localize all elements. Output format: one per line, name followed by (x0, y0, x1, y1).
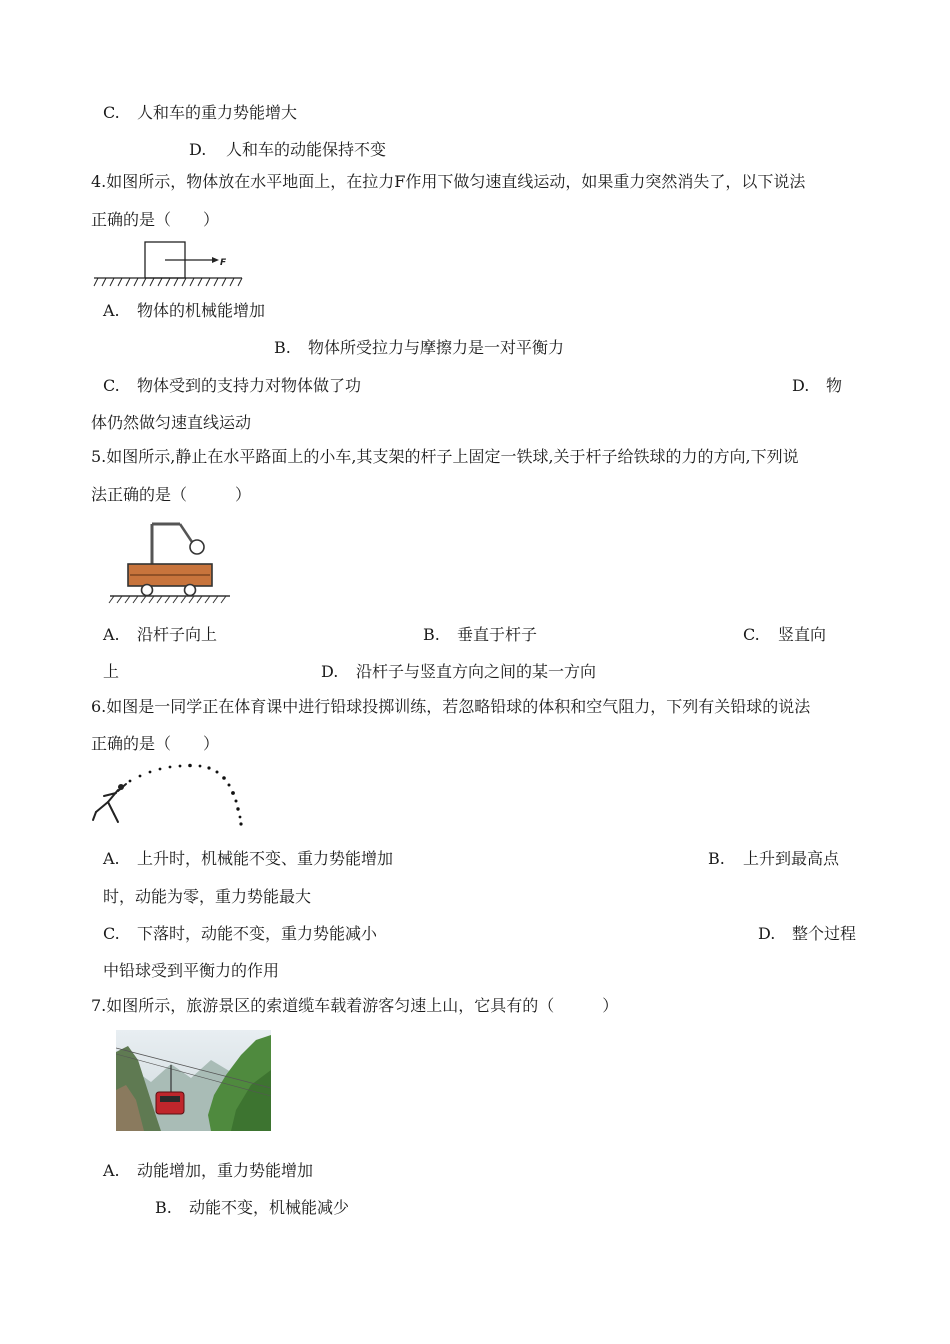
q6-opt-a-letter: A. (103, 849, 120, 868)
q4-stem-line2: 正确的是（ ） (91, 210, 220, 229)
q6-opt-c-text: 下落时，动能不变，重力势能减小 (137, 924, 378, 943)
q6-opt-b-text-part1: 上升到最高点 (743, 849, 840, 868)
cart-wheel-left (142, 585, 153, 596)
q7-opt-b-text: 动能不变，机械能减少 (189, 1198, 350, 1217)
q3-opt-d-text: 人和车的动能保持不变 (226, 140, 387, 159)
q7-opt-b-letter: B. (155, 1198, 172, 1217)
q6-opt-c-letter: C. (103, 924, 120, 943)
q4-opt-c-text: 物体受到的支持力对物体做了功 (137, 376, 362, 395)
road-hatching (109, 596, 226, 603)
q4-opt-c-letter: C. (103, 376, 120, 395)
q6-stem-line2: 正确的是（ ） (91, 734, 220, 753)
cable-car-window (160, 1096, 180, 1102)
q4-opt-a-letter: A. (103, 301, 120, 320)
q5-stem-line2: 法正确的是（ ） (91, 485, 252, 504)
q4-opt-a-text: 物体的机械能增加 (137, 301, 266, 320)
q6-figure-shot-put-trajectory (90, 762, 246, 828)
q4-opt-b-letter: B. (274, 338, 291, 357)
cart-wheel-right (185, 585, 196, 596)
q7-opt-a-text: 动能增加，重力势能增加 (137, 1161, 314, 1180)
q3-opt-c-text: 人和车的重力势能增大 (137, 103, 298, 122)
q4-opt-d-text-part1: 物 (826, 376, 843, 395)
q5-opt-d-letter: D. (321, 662, 339, 681)
q6-opt-b-letter: B. (708, 849, 725, 868)
q5-opt-c-letter: C. (743, 625, 760, 644)
q5-figure-cart-with-ball (108, 518, 233, 604)
q5-opt-c-text-part2: 上 (103, 662, 120, 681)
cable-car-cabin (156, 1092, 184, 1114)
force-arrow-head (212, 257, 219, 263)
cart-rod (180, 524, 192, 542)
q7-opt-a-letter: A. (103, 1161, 120, 1180)
q5-opt-a-letter: A. (103, 625, 120, 644)
q5-opt-c-text-part1: 竖直向 (778, 625, 827, 644)
force-label: F (220, 258, 227, 268)
q5-opt-a-text: 沿杆子向上 (137, 625, 218, 644)
q6-opt-a-text: 上升时，机械能不变、重力势能增加 (137, 849, 394, 868)
q5-stem-line1: 5.如图所示,静止在水平路面上的小车,其支架的杆子上固定一铁球,关于杆子给铁球的力的方向,下列说 (91, 447, 799, 466)
q5-opt-d-text: 沿杆子与竖直方向之间的某一方向 (356, 662, 597, 681)
q5-opt-b-text: 垂直于杆子 (457, 625, 538, 644)
q4-opt-d-letter: D. (792, 376, 810, 395)
q4-stem-line1: 4.如图所示，物体放在水平地面上，在拉力F作用下做匀速直线运动，如果重力突然消失了，以下说法 (91, 172, 806, 191)
q3-opt-d-letter: D. (189, 140, 207, 159)
q4-opt-b-text: 物体所受拉力与摩擦力是一对平衡力 (308, 338, 565, 357)
athlete-figure (93, 784, 126, 822)
q6-stem-line1: 6.如图是一同学正在体育课中进行铅球投掷训练，若忽略铅球的体积和空气阻力，下列有关铅球的说法 (91, 697, 811, 716)
q6-opt-b-text-part2: 时，动能为零，重力势能最大 (103, 887, 312, 906)
q6-opt-d-text-part1: 整个过程 (792, 924, 857, 943)
q6-opt-d-text-part2: 中铅球受到平衡力的作用 (103, 961, 280, 980)
shot-put-trajectory-dots (129, 764, 243, 826)
q5-opt-b-letter: B. (423, 625, 440, 644)
q3-opt-c-letter: C. (103, 103, 120, 122)
q4-figure-block-on-ground (92, 240, 246, 290)
ground-hatching (94, 278, 242, 286)
q4-opt-d-text-part2: 体仍然做匀速直线运动 (91, 413, 252, 432)
q7-stem-line1: 7.如图所示，旅游景区的索道缆车载着游客匀速上山，它具有的（ ） (91, 996, 619, 1015)
iron-ball (190, 540, 204, 554)
q7-figure-cable-car-photo (116, 1030, 271, 1131)
q6-opt-d-letter: D. (758, 924, 776, 943)
